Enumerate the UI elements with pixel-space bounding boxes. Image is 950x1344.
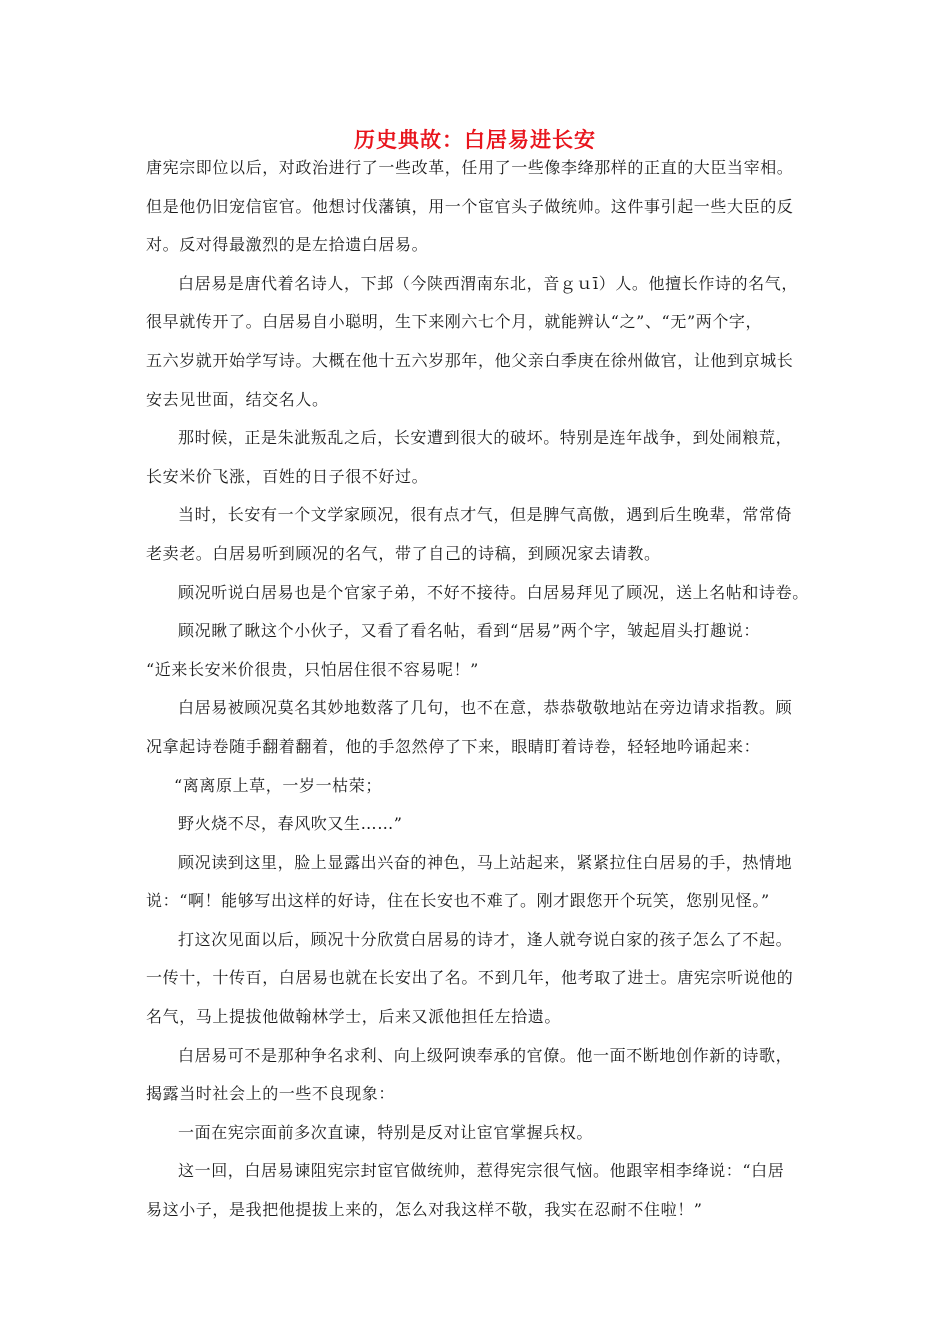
text-line: 顾况瞅了瞅这个小伙子，又看了看名帖，看到“居易”两个字，皱起眉头打趣说：	[178, 621, 760, 641]
text-line: 安去见世面，结交名人。	[146, 389, 329, 409]
text-line: 一传十，十传百，白居易也就在长安出了名。不到几年，他考取了进士。唐宪宗听说他的	[146, 968, 794, 988]
text-line: 名气，马上提拔他做翰林学士，后来又派他担任左拾遗。	[146, 1007, 562, 1027]
text-line: 顾况听说白居易也是个官家子弟，不好不接待。白居易拜见了顾况，送上名帖和诗卷。	[178, 582, 809, 602]
text-line: 野火烧不尽，春风吹又生……”	[178, 814, 403, 834]
text-line: 说：“啊！能够写出这样的好诗，住在长安也不难了。刚才跟您开个玩笑，您别见怪。”	[146, 891, 770, 911]
text-line: 这一回，白居易谏阻宪宗封宦官做统帅，惹得宪宗很气恼。他跟宰相李绛说：“白居	[178, 1161, 785, 1181]
text-line: 长安米价飞涨，百姓的日子很不好过。	[146, 466, 429, 486]
text-line: 那时候，正是朱泚叛乱之后，长安遭到很大的破坏。特别是连年战争，到处闹粮荒，	[178, 428, 793, 448]
text-line: 白居易可不是那种争名求利、向上级阿谀奉承的官僚。他一面不断地创作新的诗歌，	[178, 1045, 793, 1065]
text-line: “近来长安米价很贵，只怕居住很不容易呢！”	[146, 659, 479, 679]
text-line: 打这次见面以后，顾况十分欣赏白居易的诗才，逢人就夸说白家的孩子怎么了不起。	[178, 929, 793, 949]
text-line: 况拿起诗卷随手翻着翻着，他的手忽然停了下来，眼睛盯着诗卷，轻轻地吟诵起来：	[146, 736, 761, 756]
text-line: 五六岁就开始学写诗。大概在他十五六岁那年，他父亲白季庚在徐州做官，让他到京城长	[146, 350, 794, 370]
text-line: 揭露当时社会上的一些不良现象：	[146, 1084, 396, 1104]
text-line: 易这小子，是我把他提拔上来的，怎么对我这样不敬，我实在忍耐不住啦！”	[146, 1200, 703, 1220]
text-line: 但是他仍旧宠信宦官。他想讨伐藩镇，用一个宦官头子做统帅。这件事引起一些大臣的反	[146, 196, 794, 216]
text-line: 对。反对得最激烈的是左拾遗白居易。	[146, 235, 429, 255]
document-body	[146, 149, 816, 1230]
text-line: 一面在宪宗面前多次直谏，特别是反对让宦官掌握兵权。	[178, 1122, 594, 1142]
text-line: 老卖老。白居易听到顾况的名气，带了自己的诗稿，到顾况家去请教。	[146, 543, 661, 563]
text-line: 顾况读到这里，脸上显露出兴奋的神色，马上站起来，紧紧拉住白居易的手，热情地	[178, 852, 793, 872]
text-line: 很早就传开了。白居易自小聪明，生下来刚六七个月，就能辨认“之”、“无”两个字，	[146, 312, 763, 332]
document-title: 历史典故：白居易进长安	[354, 127, 596, 152]
text-line: “离离原上草，一岁一枯荣；	[174, 775, 382, 795]
text-line: 白居易是唐代着名诗人，下邽（今陕西渭南东北，音ｇｕī）人。他擅长作诗的名气，	[178, 273, 798, 293]
text-line: 白居易被顾况莫名其妙地数落了几句，也不在意，恭恭敬敬地站在旁边请求指教。顾	[178, 698, 793, 718]
text-line: 当时，长安有一个文学家顾况，很有点才气，但是脾气高傲，遇到后生晚辈，常常倚	[178, 505, 793, 525]
text-line: 唐宪宗即位以后，对政治进行了一些改革，任用了一些像李绛那样的正直的大臣当宰相。	[146, 158, 794, 177]
